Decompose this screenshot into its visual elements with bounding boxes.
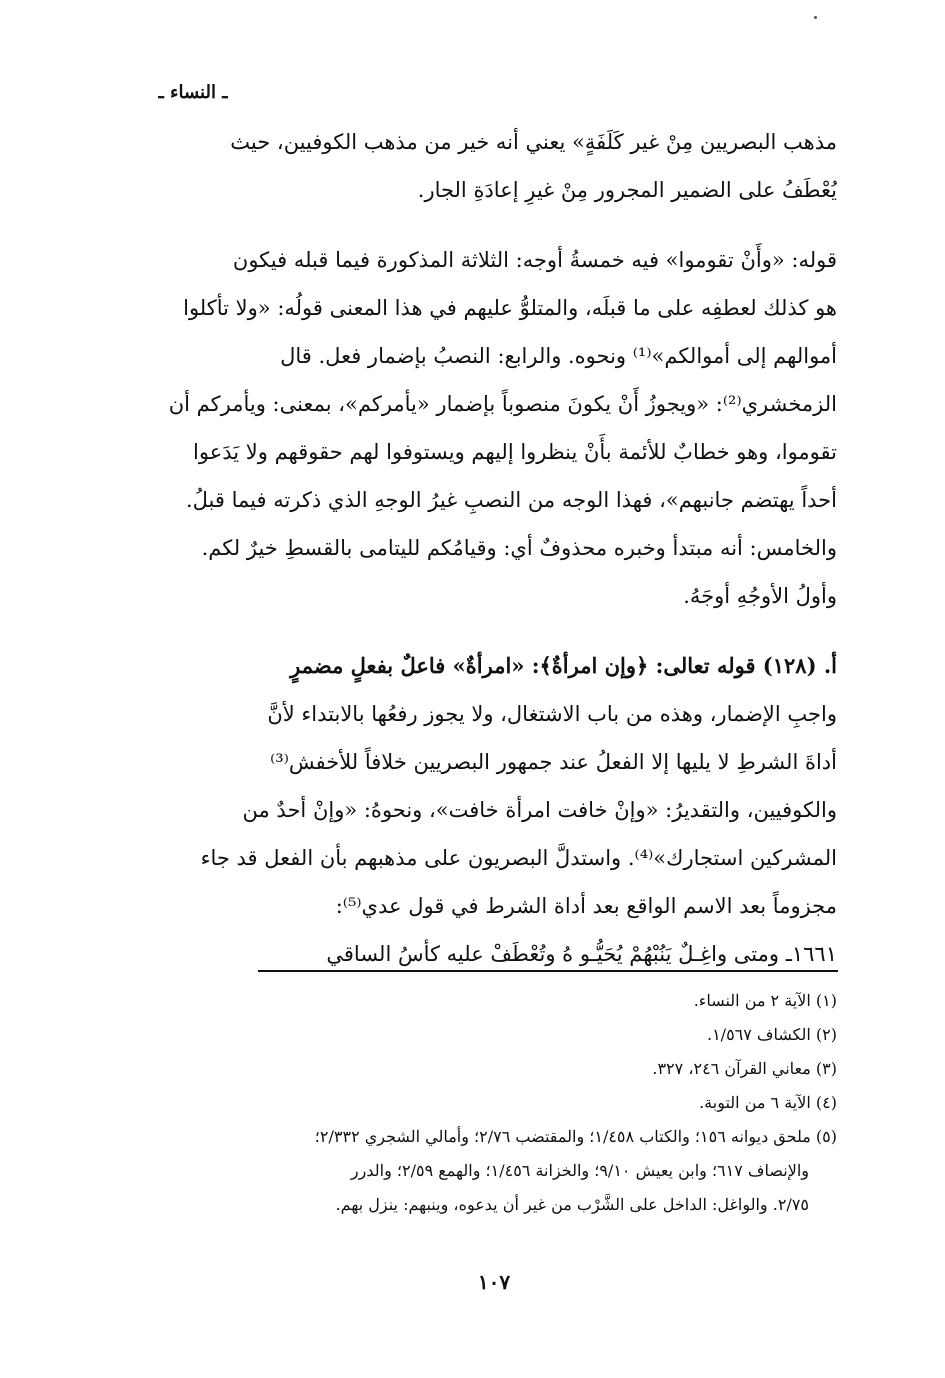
text-line: هو كذلك لعطفِه على ما قبلَه، والمتلوُّ عليهم في هذا المعنى قولُه: «ولا تأكلوا [183, 296, 837, 320]
footnote-item: (٥) ملحق ديوانه ١٥٦؛ والكتاب ١/٤٥٨؛ والمقتضب ٢/٧٦؛ وأمالي الشجري ٢/٣٣٢؛ [314, 1127, 837, 1146]
text-line: مذهب البصريين مِنْ غير كَلَفَةٍ» يعني أنه خير من مذهب الكوفيين، حيث [230, 130, 837, 154]
verse-heading-line: أ. (١٢٨) قوله تعالى: ﴿وإن امرأةٌ﴾: «امرأةٌ» فاعلٌ بفعلٍ مضمرٍ [290, 653, 837, 678]
text-line: الزمخشري⁽²⁾: «ويجوزُ أَنْ يكونَ منصوباً بإضمار «يأمركم»، بمعنى: ويأمركم أن [168, 392, 837, 416]
footnotes [107, 984, 837, 1222]
footnote-item: (٣) معاني القرآن ٢٤٦، ٣٢٧. [652, 1059, 837, 1078]
scan-speck [814, 16, 817, 19]
footnote-continuation: والإنصاف ٦١٧؛ وابن يعيش ٩/١٠؛ والخزانة ١/٤٥٦؛ والهمع ٢/٥٩؛ والدرر [350, 1161, 809, 1180]
text-line: قوله: «وأَنْ تقوموا» فيه خمسةُ أوجه: الثلاثة المذكورة فيما قبله فيكون [232, 248, 837, 272]
text-line: أداةَ الشرطِ لا يليها إلا الفعلُ عند جمهور البصريين خلافاً للأخفش⁽³⁾ [270, 750, 837, 774]
text-line: مجزوماً بعد الاسم الواقع بعد أداة الشرط في قول عدي⁽⁵⁾: [335, 894, 837, 918]
text-line: والخامس: أنه مبتدأ وخبره محذوفٌ أي: وقيامُكم لليتامى بالقسطِ خيرٌ لكم. [201, 536, 837, 560]
text-line: واجبِ الإضمار، وهذه من باب الاشتغال، ولا يجوز رفعُها بالابتداء لأنَّ [267, 702, 837, 726]
poetry-verse: ١٦٦١ـ ومتى واغِـلٌ يَنُبْهُمْ يُحَيُّـو هُ وتُعْطَفْ عليه كأسُ الساقي [326, 942, 837, 966]
main-text [107, 118, 837, 978]
text-line: أحداً يهتضم جانبهم»، فهذا الوجه من النصبِ غيرُ الوجهِ الذي ذكرته فيما قبلُ. [185, 488, 837, 512]
page-number: ١٠٧ [477, 1270, 511, 1294]
text-line: المشركين استجارك»⁽⁴⁾. واستدلَّ البصريون على مذهبهم بأن الفعل قد جاء [200, 846, 837, 870]
footnote-item: (٢) الكشاف ١/٥٦٧. [706, 1025, 837, 1044]
paragraph-gap [107, 214, 837, 236]
paragraph-gap [107, 620, 837, 642]
text-line: تقوموا، وهو خطابٌ للأئمة بأَنْ ينظروا إليهم ويستوفوا لهم حقوقهم ولا يَدَعوا [193, 440, 837, 464]
footnote-item: (١) الآية ٢ من النساء. [693, 991, 837, 1010]
text-line: أموالهم إلى أموالكم»⁽¹⁾ ونحوه. والرابع: النصبُ بإضمار فعل. قال [280, 344, 837, 368]
footnote-divider [258, 970, 838, 972]
text-line: وأولُ الأوجُهِ أوجَهُ. [683, 584, 837, 608]
text-line: يُعْطَفُ على الضمير المجرور مِنْ غيرِ إعادَةِ الجار. [417, 178, 837, 202]
running-header: ـ النساء ـ [158, 82, 228, 103]
text-line: والكوفيين، والتقديرُ: «وإنْ خافت امرأة خافت»، ونحوهُ: «وإنْ أحدٌ من [242, 798, 837, 822]
footnote-continuation: ٢/٧٥. والواغل: الداخل على الشَّرْب من غير أن يدعوه، وينبهم: ينزل بهم. [335, 1195, 809, 1214]
footnote-item: (٤) الآية ٦ من التوبة. [699, 1093, 837, 1112]
